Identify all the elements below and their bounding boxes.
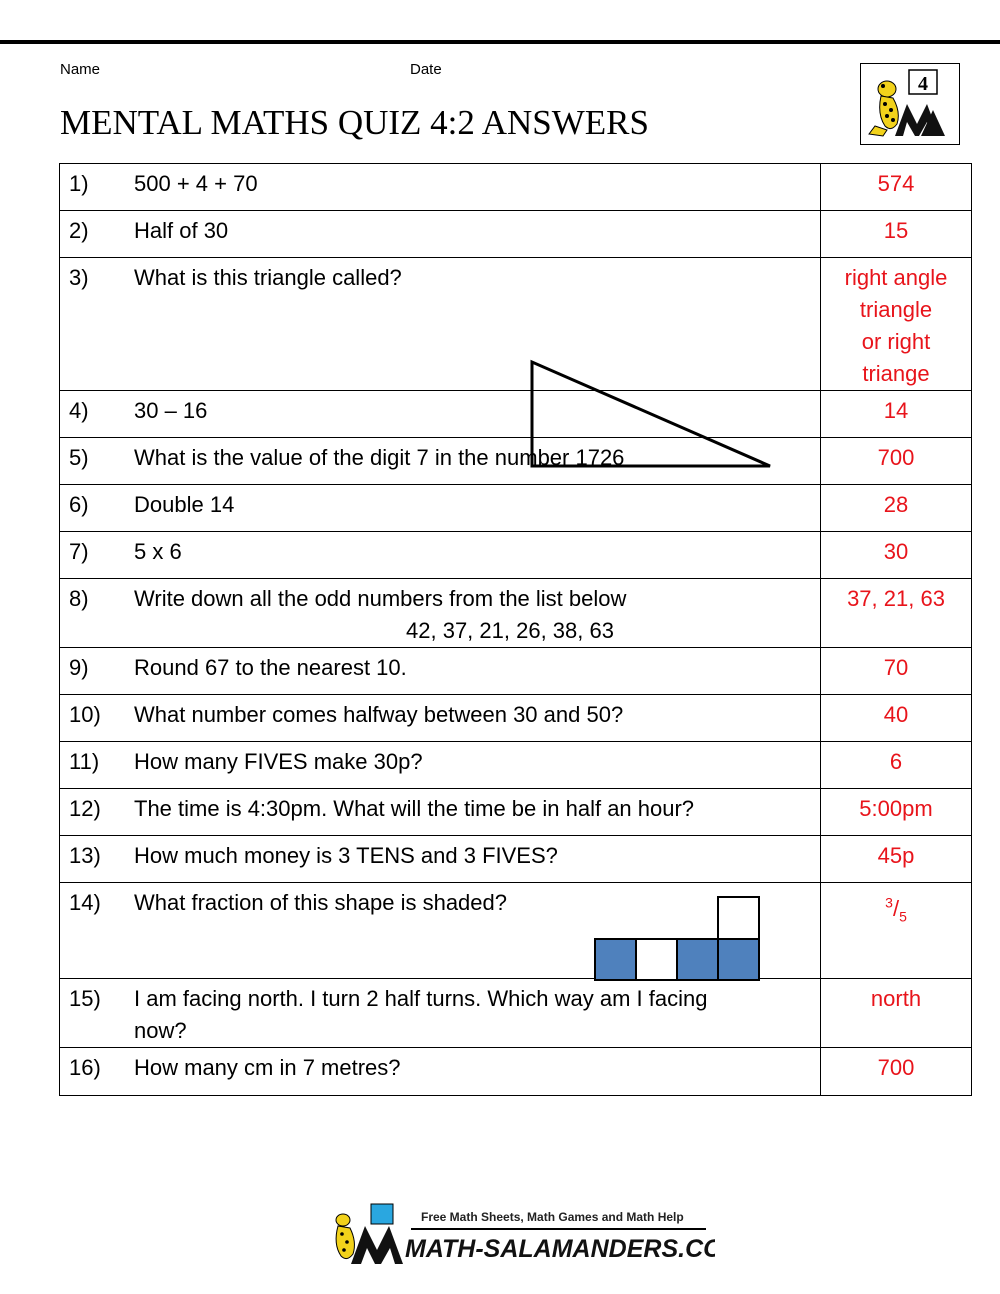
question-cell (60, 532, 821, 579)
answer-line: triangle (859, 297, 933, 322)
question-cell (60, 211, 821, 258)
table-row (60, 979, 972, 1048)
answer-cell: 37, 21, 63 (821, 579, 972, 648)
shaded-square (677, 939, 718, 980)
answer-cell: 45p (821, 836, 972, 883)
question-text: Write down all the odd numbers from the list below (134, 586, 627, 611)
answer-cell: 574 (821, 164, 972, 211)
question-text: What is the value of the digit 7 in the number 1726 (134, 445, 625, 470)
question-cell (60, 742, 821, 789)
question-number: 14) (69, 890, 101, 915)
question-text: What is this triangle called? (134, 265, 402, 290)
question-cell (60, 789, 821, 836)
question-number: 15) (69, 986, 101, 1011)
table-row (60, 883, 972, 979)
answer-line: triange (862, 361, 930, 386)
question-cell (60, 579, 821, 648)
answer-cell: 15 (821, 211, 972, 258)
shaded-square (718, 939, 759, 980)
quiz-table (59, 163, 972, 1096)
answer-line: or right (861, 329, 931, 354)
question-text: I am facing north. I turn 2 half turns. Which way am I facing (134, 986, 708, 1011)
answer-cell: 6 (821, 742, 972, 789)
question-text: 5 x 6 (134, 539, 182, 564)
table-row (60, 258, 972, 391)
question-number: 16) (69, 1055, 101, 1080)
question-cell (60, 695, 821, 742)
question-number: 11) (69, 749, 100, 774)
table-row (60, 648, 972, 695)
table-row (60, 438, 972, 485)
answer-cell: 70 (821, 648, 972, 695)
answer-cell: 700 (821, 1048, 972, 1096)
question-number: 6) (69, 492, 89, 517)
question-cell (60, 391, 821, 438)
question-cell (60, 258, 821, 391)
answer-cell: 28 (821, 485, 972, 532)
answer-cell (821, 258, 972, 391)
table-row (60, 485, 972, 532)
question-text: What number comes halfway between 30 and 50? (134, 702, 624, 727)
top-rule (0, 40, 1000, 44)
question-number: 13) (69, 843, 101, 868)
question-number: 12) (69, 796, 101, 821)
question-number: 10) (69, 702, 101, 727)
question-cell (60, 438, 821, 485)
date-label: Date (410, 61, 442, 78)
answer-line: right angle (844, 265, 948, 290)
logo-number: 4 (918, 73, 928, 95)
answer-cell: 40 (821, 695, 972, 742)
question-number: 1) (69, 171, 89, 196)
table-row (60, 836, 972, 883)
question-text: How many cm in 7 metres? (134, 1055, 401, 1080)
footer-tagline: Free Math Sheets, Math Games and Math Help (421, 1210, 684, 1224)
question-number: 9) (69, 655, 89, 680)
question-number: 7) (69, 539, 89, 564)
table-row (60, 164, 972, 211)
page-title: MENTAL MATHS QUIZ 4:2 ANSWERS (60, 103, 649, 142)
question-text: Round 67 to the nearest 10. (134, 655, 407, 680)
fraction-shape (594, 895, 764, 981)
answer-cell: north (821, 979, 972, 1048)
table-row (60, 742, 972, 789)
question-text: 500 + 4 + 70 (134, 171, 258, 196)
question-number: 3) (69, 265, 89, 290)
question-cell (60, 164, 821, 211)
table-row (60, 579, 972, 648)
table-row (60, 789, 972, 836)
question-text: How much money is 3 TENS and 3 FIVES? (134, 843, 558, 868)
salamander-logo (860, 63, 960, 145)
footer-site: MATH-SALAMANDERS.COM (405, 1235, 715, 1263)
unshaded-square (636, 939, 677, 980)
fraction-numerator: 3 (885, 895, 893, 911)
question-cell (60, 485, 821, 532)
table-row (60, 532, 972, 579)
question-text: Double 14 (134, 492, 235, 517)
shaded-square (595, 939, 636, 980)
footer-logo (325, 1200, 715, 1270)
question-text: How many FIVES make 30p? (134, 749, 423, 774)
question-number: 5) (69, 445, 89, 470)
table-row (60, 211, 972, 258)
question-text: The time is 4:30pm. What will the time be in half an hour? (134, 796, 695, 821)
answer-cell: 30 (821, 532, 972, 579)
question-number: 8) (69, 586, 89, 611)
question-cell (60, 1048, 821, 1096)
question-number: 2) (69, 218, 89, 243)
question-text: Half of 30 (134, 218, 229, 243)
answer-cell: 14 (821, 391, 972, 438)
fraction-denominator: 5 (899, 908, 907, 925)
table-row (60, 695, 972, 742)
fraction-answer: $^3/_5$ (885, 895, 907, 925)
question-cell (60, 648, 821, 695)
question-text-cont: now? (134, 1018, 187, 1043)
answer-cell: 700 (821, 438, 972, 485)
number-list: 42, 37, 21, 26, 38, 63 (406, 618, 614, 643)
question-cell (60, 979, 821, 1048)
unshaded-square (718, 897, 759, 939)
question-cell (60, 883, 821, 979)
question-text: What fraction of this shape is shaded? (134, 890, 507, 915)
question-text: 30 – 16 (134, 398, 208, 423)
answer-cell (821, 883, 972, 979)
right-triangle-figure (532, 362, 533, 363)
name-label: Name (60, 61, 101, 78)
table-row (60, 391, 972, 438)
question-number: 4) (69, 398, 89, 423)
question-cell (60, 836, 821, 883)
table-row (60, 1048, 972, 1096)
answer-cell: 5:00pm (821, 789, 972, 836)
